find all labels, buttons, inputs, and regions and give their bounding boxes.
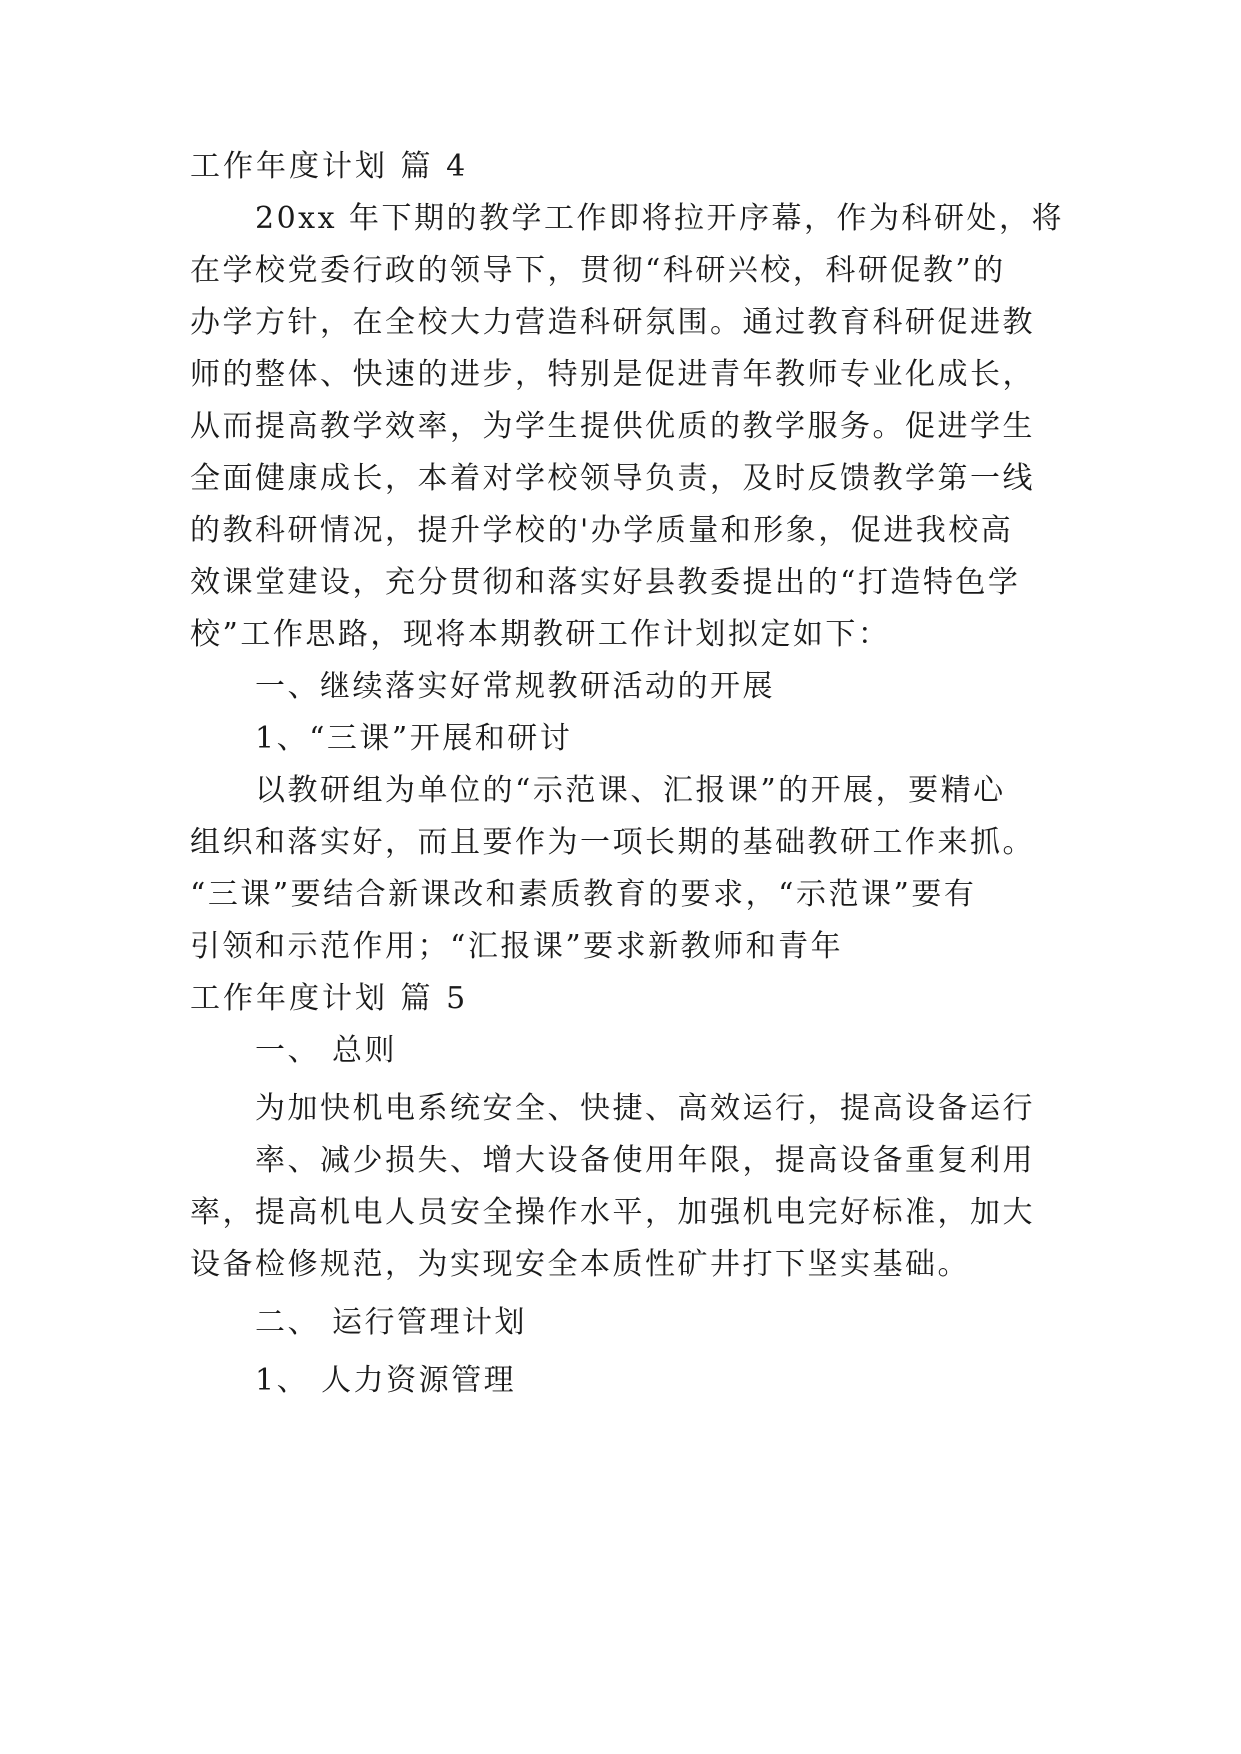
plan-subtitle: 1、 人力资源管理 [255,1363,517,1398]
paragraph-line: 的教科研情况，提升学校的'办学质量和形象，促进我校高 [190,513,1014,548]
paragraph-line: 20xx 年下期的教学工作即将拉开序幕，作为科研处，将 [255,201,1065,236]
paragraph-line: 率，提高机电人员安全操作水平，加强机电完好标准，加大 [190,1195,1035,1230]
paragraph-line: 从而提高教学效率，为学生提供优质的教学服务。促进学生 [190,409,1035,444]
paragraph-line: 在学校党委行政的领导下，贯彻“科研兴校，科研促教”的 [190,253,1006,288]
point1-subtitle: 1、“三课”开展和研讨 [255,721,573,756]
paragraph-line: 效课堂建设，充分贯彻和落实好县教委提出的“打造特色学 [190,565,1021,600]
paragraph-line: 师的整体、快速的进步，特别是促进青年教师专业化成长， [190,357,1035,392]
paragraph-line: 以教研组为单位的“示范课、汇报课”的开展，要精心 [255,773,1006,808]
general-title: 一、 总则 [255,1033,398,1068]
paragraph-line: 率、减少损失、增大设备使用年限，提高设备重复利用 [255,1143,1035,1178]
paragraph-line: “三课”要结合新课改和素质教育的要求，“示范课”要有 [190,877,977,912]
section4-heading: 工作年度计划 篇 4 [190,149,469,184]
paragraph-line: 为加快机电系统安全、快捷、高效运行，提高设备运行 [255,1091,1035,1126]
point1-title: 一、继续落实好常规教研活动的开展 [255,669,775,704]
plan-title: 二、 运行管理计划 [255,1305,528,1340]
paragraph-line: 办学方针，在全校大力营造科研氛围。通过教育科研促进教 [190,305,1035,340]
section5-heading: 工作年度计划 篇 5 [190,981,469,1016]
paragraph-line: 引领和示范作用；“汇报课”要求新教师和青年 [190,929,844,964]
paragraph-line: 全面健康成长，本着对学校领导负责，及时反馈教学第一线 [190,461,1035,496]
paragraph-line: 校”工作思路，现将本期教研工作计划拟定如下： [190,617,891,652]
paragraph-line: 设备检修规范，为实现安全本质性矿井打下坚实基础。 [190,1247,970,1282]
paragraph-line: 组织和落实好，而且要作为一项长期的基础教研工作来抓。 [190,825,1035,860]
